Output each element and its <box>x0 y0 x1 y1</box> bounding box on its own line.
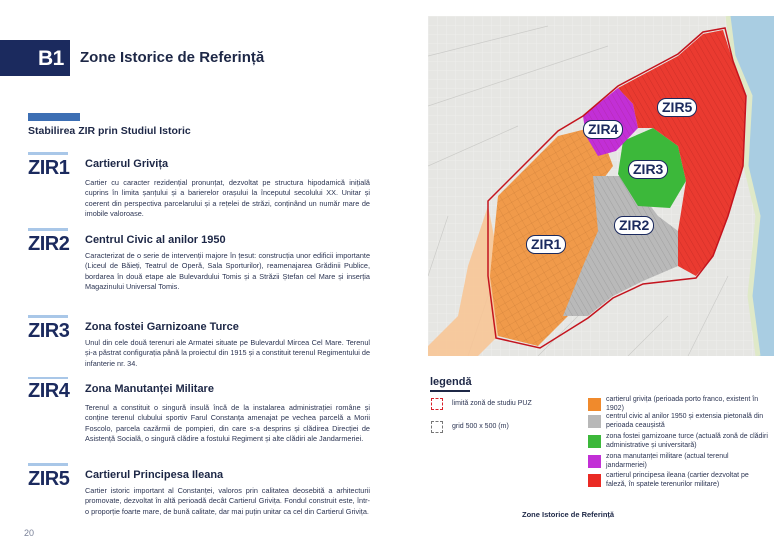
map-label-zir1: ZIR1 <box>526 235 566 254</box>
zir-code: ZIR5 <box>28 468 70 490</box>
zir-description: Cartier cu caracter rezidențial pronunțat, dezvoltat pe structura hipodamică inițială cuprins în limita șanțului și a barierelor orașului la începutul secolului XX. Unitar și coerent din perspectiva parcelarului și a rețelei de străzi, conținând un număr mare de imobile valoroase. <box>85 178 370 219</box>
zir-tag <box>28 228 72 254</box>
zir-tag <box>28 463 72 489</box>
zir-description: Caracterizat de o serie de intervenții majore în țesut: construcția unor edificii importante (Liceul de Băieți, Teatrul de Operă, Sala Sporturilor), reamenajarea Grădinii Publice, bordarea în două etape ale Bulevardului Tomis și a Străzii Ștefan cel Mare și inserția Magazinului Universal Tomis. <box>85 251 370 292</box>
map-label-zir4: ZIR4 <box>583 120 623 139</box>
map-label-zir2: ZIR2 <box>614 216 654 235</box>
grid-swatch <box>431 421 443 433</box>
legend-zir3: zona fostei garnizoane turce (actuală zonă de clădiri administrative și universitară) <box>606 433 768 449</box>
zone-map <box>428 16 774 356</box>
zir-name: Zona fostei Garnizoane Turce <box>85 321 239 333</box>
map-graphic <box>428 16 774 356</box>
zir-tag <box>28 152 72 178</box>
accent-bar <box>28 113 80 121</box>
zir-item-4 <box>28 377 370 461</box>
map-label-zir5: ZIR5 <box>657 98 697 117</box>
zir-tag <box>28 377 72 401</box>
zir-stripe <box>28 152 68 155</box>
zir-name: Centrul Civic al anilor 1950 <box>85 234 226 246</box>
page-title: Zone Istorice de Referință <box>80 49 265 66</box>
zir-name: Cartierul Principesa Ileana <box>85 469 224 481</box>
legend-swatch-zir1 <box>588 398 601 411</box>
legend-zir4: zona manutanței militare (actual terenul jandarmeriei) <box>606 453 729 469</box>
zir-stripe <box>28 377 68 379</box>
zir-code: ZIR1 <box>28 157 70 179</box>
legend-zir1: cartierul grivița (perioada porto franco, existent în 1902) <box>606 396 759 412</box>
zir-item-2 <box>28 228 370 308</box>
zir-description: Cartier istoric important al Constanței, valoros prin calitatea deosebită a arhitecturii promovate, dezvoltat în altă perioadă decât Cartierul Grivița. Fondul construit este, într-o proporție foarte mare, de bună calitate, dar mai puțin unitar ca cel din Cartierul Grivița. <box>85 486 370 516</box>
legend-swatch-zir5 <box>588 474 601 487</box>
legend-swatch-zir3 <box>588 435 601 448</box>
zir-name: Cartierul Grivița <box>85 158 169 170</box>
zir-stripe <box>28 228 68 231</box>
section-code: B1 <box>38 47 64 70</box>
legend-zir5: cartierul principesa ileana (cartier dezvoltat pe faleză, în spatele terenurilor militare) <box>606 472 749 488</box>
zir-code: ZIR3 <box>28 320 70 342</box>
zir-code: ZIR2 <box>28 233 70 255</box>
legend-zir2: centrul civic al anilor 1950 și extensia pietonală din perioada ceaușistă <box>606 413 764 429</box>
legend-underline <box>430 390 470 392</box>
legend-swatch-zir2 <box>588 415 601 428</box>
section-title: Stabilirea ZIR prin Studiul Istoric <box>28 125 191 137</box>
page-number: 20 <box>24 528 35 538</box>
zir-item-5 <box>28 463 370 529</box>
map-caption: Zone Istorice de Referință <box>522 510 615 519</box>
legend-grid: grid 500 x 500 (m) <box>452 423 509 430</box>
zir-stripe <box>28 463 68 466</box>
zir-code: ZIR4 <box>28 380 70 402</box>
zir-item-3 <box>28 315 370 375</box>
zir-description: Terenul a constituit o singură insulă încă de la instalarea administrației române și conține terenul clubului sportiv Farul Constanța amenajat pe vechea parcelă a Morii Foscolo, parcela cazărmii de pompieri, din care s-a desprins și clădirea Direcției de Asistență Socială, o singură clădire a fostului Regiment și alte clădiri ale Jandarmeriei. <box>85 403 370 444</box>
legend-boundary: limită zonă de studiu PUZ <box>452 400 532 407</box>
zir-stripe <box>28 315 68 318</box>
zir-item-1 <box>28 152 370 222</box>
legend-title: legendă <box>430 376 472 388</box>
boundary-swatch <box>431 398 443 410</box>
zir-description: Unul din cele două terenuri ale Armatei situate pe Bulevardul Mircea Cel Mare. Terenul și-a păstrat configurația până la proiectul din 1915 și a constituit terenul Regimentului de infanterie nr. 34. <box>85 338 370 368</box>
map-label-zir3: ZIR3 <box>628 160 668 179</box>
zir-tag <box>28 315 72 341</box>
legend-swatch-zir4 <box>588 455 601 468</box>
zir-name: Zona Manutanței Militare <box>85 383 214 395</box>
